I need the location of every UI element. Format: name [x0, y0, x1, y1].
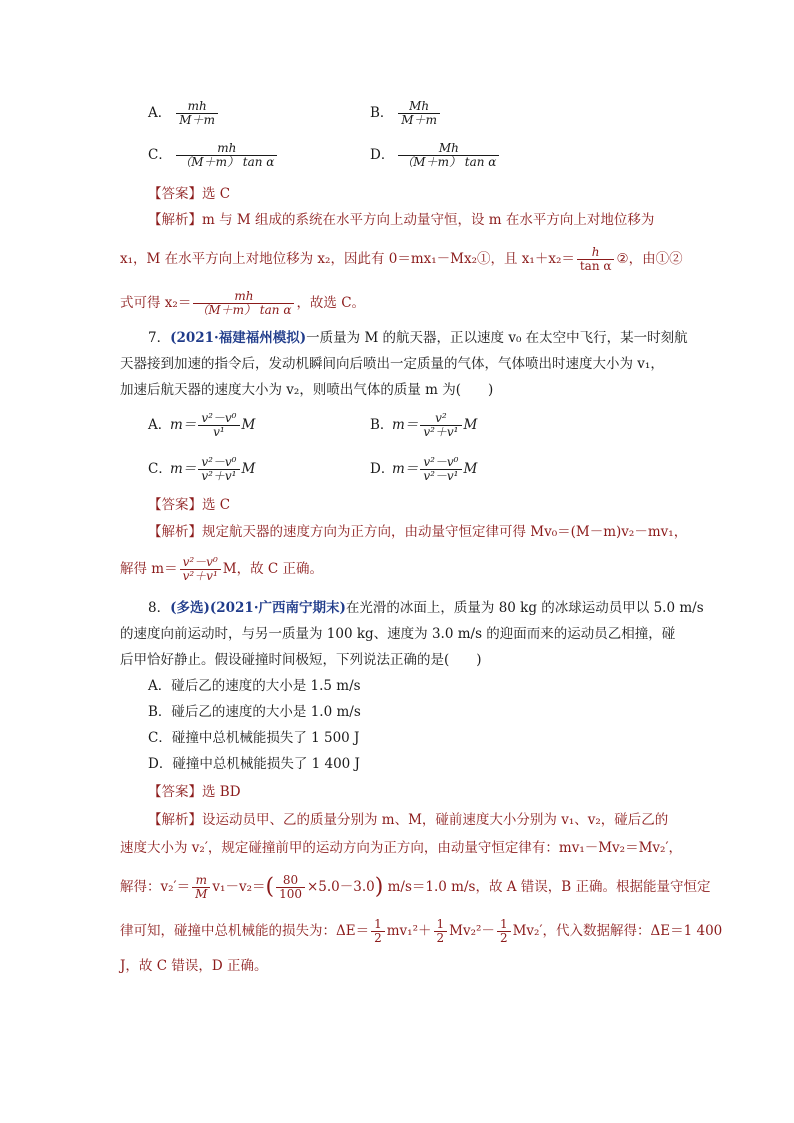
- fraction: $\frac{mh}{M+m}$: [176, 100, 218, 127]
- q8-explanation-line-1: 【解析】设运动员甲、乙的质量分别为 m、M，碰前速度大小分别为 v₁、v₂，碰后乙的: [148, 812, 669, 828]
- option-label: B．: [370, 105, 394, 121]
- fraction: $\frac{1}{2}$: [434, 918, 448, 945]
- q7-option-d: D．m＝ $\frac{\text{v²－v⁰}}{\text{v²－v¹}}$ M: [370, 455, 478, 483]
- fraction: $\frac{m}{M}$: [192, 874, 210, 901]
- q7-explanation-line-1: 【解析】规定航天器的速度方向为正方向，由动量守恒定律可得 Mv₀＝(M－m)v₂－mv₁，: [148, 524, 688, 540]
- explanation-label: 【解析】: [148, 812, 202, 828]
- option-label: D．: [370, 147, 395, 163]
- question-source: (多选)(2021·广西南宁期末): [170, 600, 346, 616]
- q7-option-b: B．m＝ $\frac{\text{v²}}{\text{v²＋v¹}}$ M: [370, 411, 478, 439]
- q8-option-d: D．碰撞中总机械能损失了 1 400 J: [148, 756, 360, 772]
- q6-explanation-line-3: 式可得 x₂＝ $\frac{mh}{\text{（M＋m） tan α}}$ ，故选 C。: [120, 289, 366, 317]
- q8-explanation-line-4: 律可知，碰撞中总机械能的损失为：ΔE＝ $\frac{1}{2}$ mv₁²＋ $\frac{1}{2}$ Mv₂²－ $\frac{1}{2}$ Mv₂′，代入数据解得：ΔE＝1 400: [120, 917, 723, 945]
- q8-option-c: C．碰撞中总机械能损失了 1 500 J: [148, 730, 360, 746]
- q7-stem-line-1: 7．(2021·福建福州模拟)一质量为 M 的航天器，正以速度 v₀ 在太空中飞行，某一时刻航: [148, 330, 688, 346]
- question-number: 8．: [148, 600, 171, 616]
- q6-explanation-line-1: 【解析】m 与 M 组成的系统在水平方向上动量守恒，设 m 在水平方向上对地位移为: [148, 212, 655, 228]
- option-label: C．: [148, 147, 172, 163]
- fraction: $\frac{1}{2}$: [497, 918, 511, 945]
- q7-explanation-line-2: 解得 m＝ $\frac{\text{v²－v⁰}}{\text{v²＋v¹}}$ M，故 C 正确。: [120, 555, 324, 583]
- fraction: $\frac{Mh}{M+m}$: [398, 100, 440, 127]
- q7-stem-line-2: 天器接到加速的指令后，发动机瞬间向后喷出一定质量的气体，气体喷出时速度大小为 v₁，: [120, 356, 664, 372]
- q8-explanation-line-2: 速度大小为 v₂′，规定碰撞前甲的运动方向为正方向，由动量守恒定律有：mv₁－Mv₂＝Mv₂′，: [120, 840, 683, 856]
- fraction: $\frac{h}{\text{tan α}}$: [577, 246, 615, 273]
- question-number: 7．: [148, 330, 171, 346]
- fraction: $\frac{\text{v²－v⁰}}{\text{v²＋v¹}}$: [198, 456, 239, 483]
- q6-option-c: [148, 142, 279, 169]
- q8-stem-line-2: 的速度向前运动时，与另一质量为 100 kg、速度为 3.0 m/s 的迎面而来的运动员乙相撞，碰: [120, 626, 676, 642]
- fraction: $\frac{mh}{\text{（M＋m） tan α}}$: [193, 290, 294, 317]
- fraction: $\frac{\text{v²－v⁰}}{\text{v¹}}$: [198, 412, 239, 439]
- q6-explanation-line-2: x₁，M 在水平方向上对地位移为 x₂，因此有 0＝mx₁－Mx₂①，且 x₁＋x₂＝ $\frac{h}{\text{tan α}}$ ②，由①②: [120, 245, 683, 273]
- fraction: $\frac{\text{v²}}{\text{v²＋v¹}}$: [420, 412, 461, 439]
- q8-stem-line-1: 8．(多选)(2021·广西南宁期末)在光滑的冰面上，质量为 80 kg 的冰球运动员甲以 5.0 m/s: [148, 600, 704, 616]
- q7-option-c: C．m＝ $\frac{\text{v²－v⁰}}{\text{v²＋v¹}}$ M: [148, 455, 256, 483]
- q8-option-a: A．碰后乙的速度的大小是 1.5 m/s: [148, 678, 361, 694]
- q7-stem-line-3: 加速后航天器的速度大小为 v₂，则喷出气体的质量 m 为( ): [120, 382, 494, 398]
- fraction: $\frac{mh}{\text{（M＋m） tan α}}$: [176, 142, 277, 169]
- fraction: $\frac{1}{2}$: [371, 918, 385, 945]
- q7-answer: 【答案】选 C: [148, 497, 231, 513]
- q6-option-a: [148, 100, 220, 127]
- question-source: (2021·福建福州模拟): [170, 330, 307, 346]
- fraction: $\frac{\text{v²－v⁰}}{\text{v²－v¹}}$: [420, 456, 461, 483]
- explanation-label: 【解析】: [148, 212, 202, 228]
- q6-option-b: [370, 100, 442, 127]
- q8-explanation-line-3: 解得：v₂′＝ $\frac{m}{M}$ v₁－v₂＝( $\frac{80}{100}$ ×5.0－3.0) m/s＝1.0 m/s，故 A 错误，B 正确。根据能量守恒定: [120, 873, 711, 901]
- q8-option-b: B．碰后乙的速度的大小是 1.0 m/s: [148, 704, 361, 720]
- explanation-label: 【解析】: [148, 524, 202, 540]
- fraction: $\frac{80}{100}$: [276, 874, 305, 901]
- q6-answer: 【答案】选 C: [148, 186, 231, 202]
- q8-explanation-line-5: J，故 C 错误，D 正确。: [120, 958, 268, 974]
- fraction: $\frac{Mh}{\text{（M＋m） tan α}}$: [398, 142, 499, 169]
- q8-answer: 【答案】选 BD: [148, 784, 241, 800]
- fraction: $\frac{\text{v²－v⁰}}{\text{v²＋v¹}}$: [180, 556, 221, 583]
- q6-option-d: [370, 142, 501, 169]
- q7-option-a: A．m＝ $\frac{\text{v²－v⁰}}{\text{v¹}}$ M: [148, 411, 256, 439]
- q8-stem-line-3: 后甲恰好静止。假设碰撞时间极短，下列说法正确的是( ): [120, 652, 482, 668]
- option-label: A．: [148, 105, 172, 121]
